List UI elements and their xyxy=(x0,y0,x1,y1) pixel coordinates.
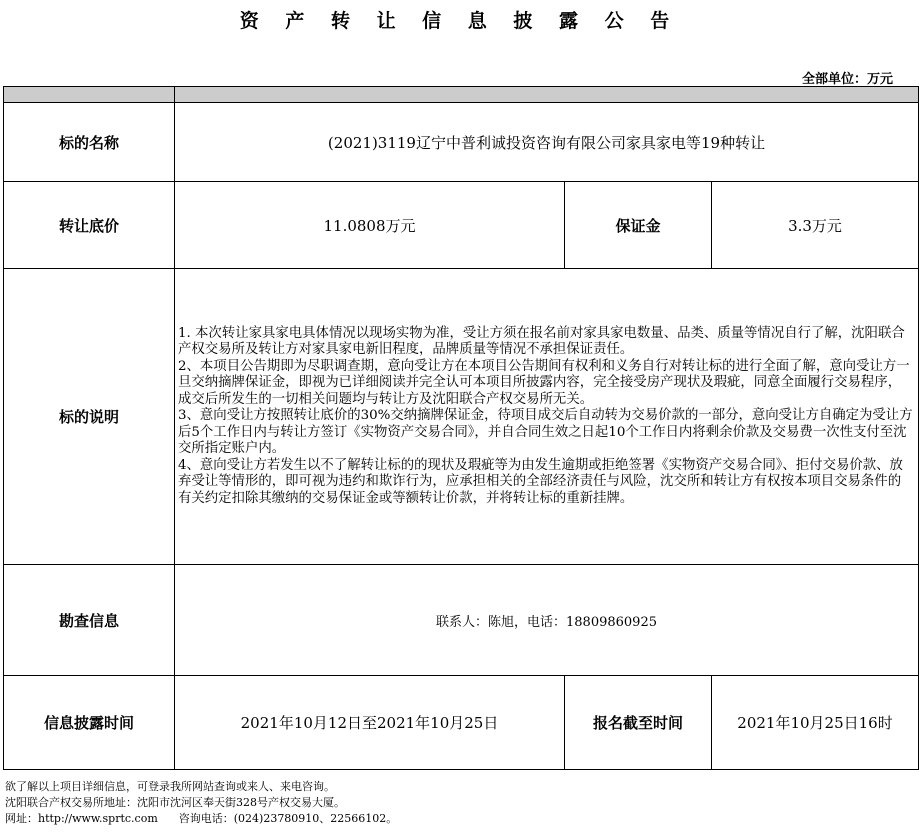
description-body xyxy=(175,269,919,565)
survey-contact: 联系人：陈旭，电话：18809860925 xyxy=(175,565,919,676)
header-cell xyxy=(175,87,919,103)
description-paragraph: 2、本项目公告期即为尽职调查期，意向受让方在本项目公告期间有权利和义务自行对转让标的进行全面了解，意向受让方一旦交纳摘牌保证金，即视为已详细阅读并完全认可本项目所披露内容，完全接受房产现状及瑕疵，同意全面履行交易程序，成交后所发生的一切相关问题均与转让方及沈阳联合产权交易所无关。 xyxy=(178,358,910,407)
footer-notes xyxy=(5,779,397,827)
description-paragraph: 1. 本次转让家具家电具体情况以现场实物为准，受让方须在报名前对家具家电数量、品类、质量等情况自行了解，沈阳联合产权交易所及转让方对家具家电新旧程度，品牌质量等情况不承担保证责任。 xyxy=(178,325,905,358)
deadline-value: 2021年10月25日16时 xyxy=(712,676,919,770)
description-paragraph: 3、意向受让方按照转让底价的30%交纳摘牌保证金，待项目成交后自动转为交易价款的一部分，意向受让方自确定为受让方后5个工作日内与转让方签订《实物资产交易合同》，并自合同生效之日起10个工作日内将剩余价款及交易费一次性支付至沈交所指定账户内。 xyxy=(178,408,913,457)
deposit-label: 保证金 xyxy=(565,182,712,269)
footer-line: 欲了解以上项目详细信息，可登录我所网站查询或来人、来电咨询。 xyxy=(5,780,335,793)
price-label: 转让底价 xyxy=(4,182,175,269)
row-description xyxy=(4,269,919,565)
name-label: 标的名称 xyxy=(4,103,175,182)
row-survey xyxy=(4,565,919,676)
row-name xyxy=(4,103,919,182)
disclosure-time-value: 2021年10月12日至2021年10月25日 xyxy=(175,676,565,770)
deposit-value: 3.3万元 xyxy=(712,182,919,269)
page-title: 资 产 转 让 信 息 披 露 公 告 xyxy=(239,10,680,32)
row-price xyxy=(4,182,919,269)
deadline-label: 报名截至时间 xyxy=(565,676,712,770)
footer-line: 网址：http://www.sprtc.com 咨询电话：(024)23780910、22566102。 xyxy=(5,812,398,825)
disclosure-time-label: 信息披露时间 xyxy=(4,676,175,770)
table-header-row xyxy=(4,87,919,103)
description-paragraph: 4、意向受让方若发生以不了解转让标的的现状及瑕疵等为由发生逾期或拒绝签署《实物资产交易合同》、拒付交易价款、放弃受让等情形的，即可视为违约和欺诈行为，应承担相关的全部经济责任与风险，沈交所和转让方有权按本项目交易条件的有关约定扣除其缴纳的交易保证金或等额转让价款，并将转让标的重新挂牌。 xyxy=(178,457,903,506)
price-value: 11.0808万元 xyxy=(175,182,565,269)
name-value: (2021)3119辽宁中普利诚投资咨询有限公司家具家电等19种转让 xyxy=(175,103,919,182)
footer-line: 沈阳联合产权交易所地址：沈阳市沈河区奉天街328号产权交易大厦。 xyxy=(5,796,345,809)
disclosure-table xyxy=(3,86,919,770)
survey-label: 勘查信息 xyxy=(4,565,175,676)
row-time xyxy=(4,676,919,770)
header-cell xyxy=(4,87,175,103)
description-label: 标的说明 xyxy=(4,269,175,565)
unit-note: 全部单位：万元 xyxy=(801,72,893,87)
